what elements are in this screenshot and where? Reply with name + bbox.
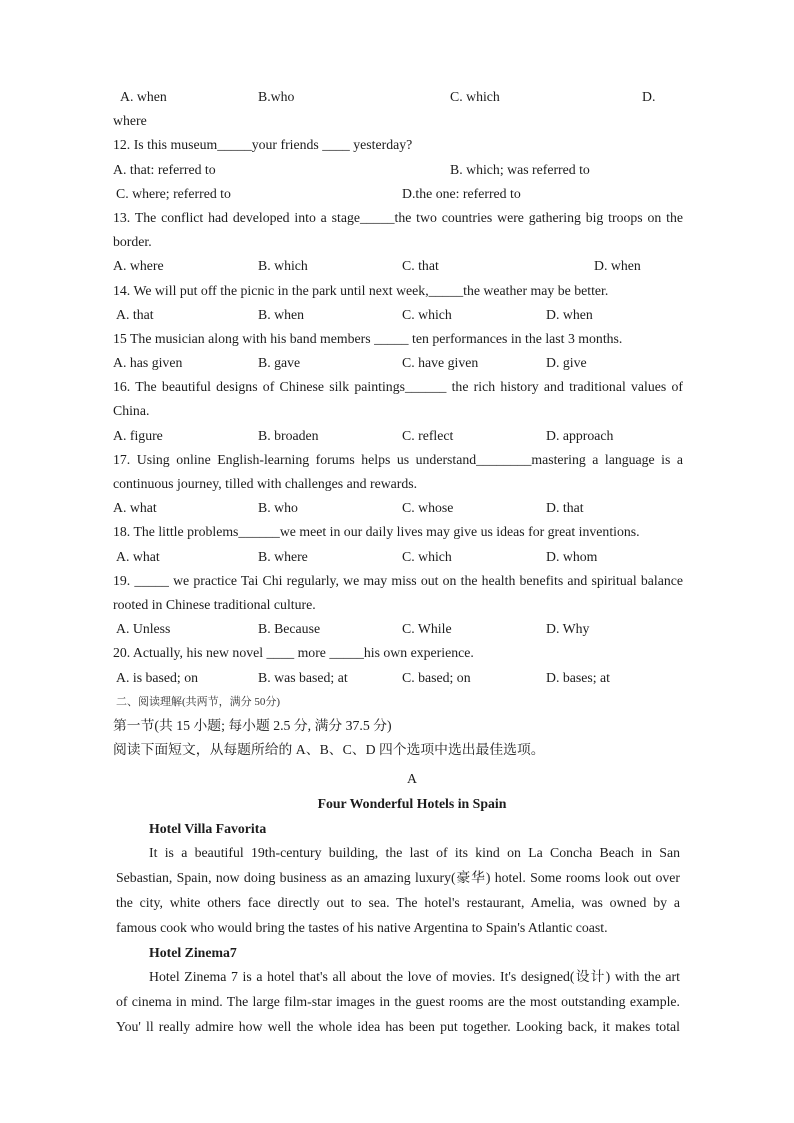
q11-option-a: A. when [120,89,167,104]
q15-stem: 15 The musician along with his band members _____ ten performances in the last 3 months. [113,330,623,346]
q14-options [113,303,683,327]
question-block [113,85,683,762]
q17-stem-line2: continuous journey, tilled with challenges and rewards. [113,476,418,491]
q15-option-d: D. give [546,355,587,371]
q12-option-a: A. that: referred to [113,161,216,177]
q17-option-b: B. who [258,500,298,516]
q14-option-d: D. when [546,306,593,322]
hotel-paragraph-line: You' ll really admire how well the whole idea has been put together. Looking back, it makes total [116,1018,680,1034]
q15-option-a: A. has given [113,355,183,371]
q15-option-b: B. gave [258,355,301,371]
q16-option-c: C. reflect [402,427,454,443]
q20-option-c: C. based; on [402,669,471,685]
hotel-heading: Hotel Villa Favorita [149,820,267,836]
q20-option-b: B. was based; at [258,669,348,685]
q19-option-a: A. Unless [116,621,171,637]
hotel-paragraph-line: Sebastian, Spain, now doing business as an amazing luxury(豪华) hotel. Some rooms look out over [116,870,680,886]
q13-option-b: B. which [258,258,308,274]
q18-stem: 18. The little problems______we meet in our daily lives may give us ideas for great inventions. [113,524,640,540]
q13-option-d: D. when [594,258,641,274]
q18-option-c: C. which [402,548,452,564]
hotel-paragraph-line: famous cook who would bring the tastes of his native Argentina to Spain's Atlantic coast. [116,919,608,935]
q13-stem-line2: border. [113,234,152,250]
q18-option-d: D. whom [546,548,598,564]
q12-stem: 12. Is this museum_____your friends ____ yesterday? [113,137,413,153]
q12-option-d: D.the one: referred to [402,185,521,201]
q17-stem-line1: 17. Using online English-learning forums helps us understand________mastering a language is a [113,451,683,467]
q11-option-d-continuation: where [113,113,147,129]
passage-title: Four Wonderful Hotels in Spain [317,795,507,811]
hotel-paragraph-line: It is a beautiful 19th-century building, the last of its kind on La Concha Beach in San [149,845,680,861]
q13-options [113,254,683,278]
q11-option-b: B.who [258,89,295,104]
q17-option-c: C. whose [402,500,454,516]
q11-options [113,85,683,109]
q19-stem-line2: rooted in Chinese traditional culture. [113,596,316,612]
q19-option-d: D. Why [546,621,590,637]
q11-option-d: D. [642,89,656,104]
q14-option-b: B. when [258,306,304,322]
hotel-heading: Hotel Zinema7 [149,944,237,960]
q19-options [113,617,683,641]
q16-option-b: B. broaden [258,427,319,443]
q11-option-c: C. which [450,89,500,104]
q18-option-a: A. what [116,548,160,564]
q16-option-a: A. figure [113,427,163,443]
passage-label: A [407,771,417,786]
q14-stem: 14. We will put off the picnic in the park until next week,_____the weather may be better. [113,282,609,298]
q18-options [113,545,683,569]
q16-options [113,424,683,448]
hotel-paragraph-line: of cinema in mind. The large film-star images in the guest rooms are the most outstanding example. [116,994,680,1010]
section-heading: 二、阅读理解(共两节，满分 50分) [116,695,281,708]
q16-stem-line2: China. [113,403,150,419]
q20-options [113,666,683,690]
q17-option-d: D. that [546,500,584,516]
q16-stem-line1: 16. The beautiful designs of Chinese silk paintings______ the rich history and traditional values of [113,379,683,395]
q18-option-b: B. where [258,548,308,564]
q12-option-b: B. which; was referred to [450,161,590,177]
q15-option-c: C. have given [402,355,479,371]
q14-option-a: A. that [116,306,154,322]
section-part-title: 第一节(共 15 小题; 每小题 2.5 分, 满分 37.5 分) [113,717,392,733]
q14-option-c: C. which [402,306,452,322]
q17-options [113,496,683,520]
q20-option-a: A. is based; on [116,669,199,685]
q12-options-row2 [113,182,683,206]
q13-option-a: A. where [113,258,164,274]
section-instruction: 阅读下面短文，从每题所给的 A、B、C、D 四个选项中选出最佳选项。 [113,742,545,758]
q19-option-b: B. Because [258,621,321,637]
q20-stem: 20. Actually, his new novel ____ more _____his own experience. [113,645,474,661]
q19-stem-line1: 19. _____ we practice Tai Chi regularly, we may miss out on the health benefits and spiritual balance [113,572,683,588]
q12-options-row1 [113,158,683,182]
hotel-paragraph-line: Hotel Zinema 7 is a hotel that's all about the love of movies. It's designed(设计) with the art [149,969,680,985]
q20-option-d: D. bases; at [546,669,610,685]
q12-option-c: C. where; referred to [116,185,231,201]
q13-option-c: C. that [402,258,439,274]
q13-stem-line1: 13. The conflict had developed into a stage_____the two countries were gathering big troops on the [113,209,683,225]
q15-options [113,351,683,375]
q19-option-c: C. While [402,621,452,637]
q17-option-a: A. what [113,500,157,516]
q16-option-d: D. approach [546,427,614,443]
reading-passage [116,767,680,1040]
hotel-paragraph-line: the city, white others face directly out to sea. The hotel's restaurant, Amelia, was owned by a [116,894,680,910]
